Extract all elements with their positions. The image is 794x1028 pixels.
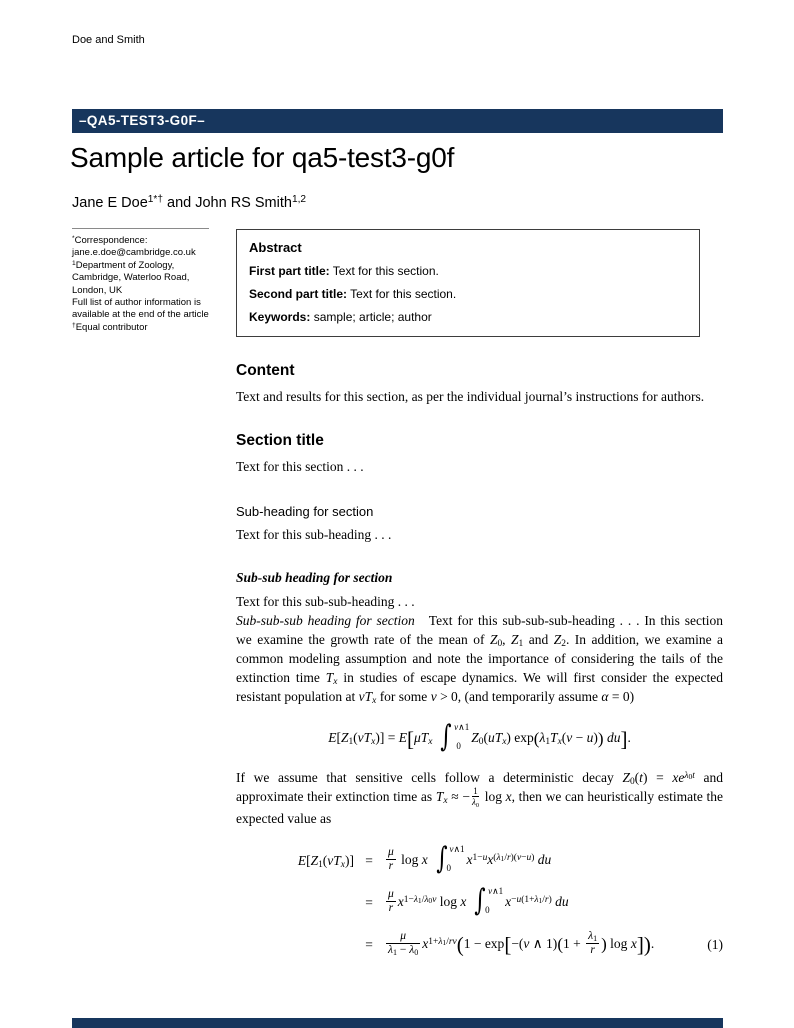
content-heading: Content [236, 362, 295, 379]
equation-line [236, 882, 723, 920]
authors-line: Jane E Doe$^{1*\dagger}$ and John RS Smith$^{1,2}$ [72, 194, 307, 211]
equation-rhs: $\frac{\mu}{r}$ log x ∫ v∧1 0 $x^{1-u}x^{(\lambda_1/r)(v-u)}$ du [388, 840, 552, 876]
abstract-item-text: Text for this section. [332, 264, 439, 278]
abstract-item-label: Second part title: [249, 287, 348, 301]
abstract-item-first-part [249, 264, 687, 279]
correspondence-label: *Correspondence: [72, 235, 148, 246]
correspondence-email: jane.e.doe@cambridge.co.uk [72, 247, 196, 259]
equation-relation: = [365, 894, 373, 910]
affiliation-line-1: $^1$Department of Zoology, [72, 259, 175, 271]
sub-paragraph: Text for this sub-heading . . . [236, 527, 392, 542]
subsubsub-runin-heading: Sub-sub-sub heading for section [236, 613, 415, 628]
equal-contributor-note: †Equal contributor [72, 321, 148, 333]
estimate-paragraph: If we assume that sensitive cells follow a deterministic decay $Z_0(t) = xe^{\lambda_0t}$ and approximate their extinction time as $T_x$ ≈ − $\frac{1}{\lambda_0}$ log x, then we can heuristically estimate the expected value as [236, 770, 723, 826]
affiliation-line-2: Cambridge, Waterloo Road, [72, 272, 190, 284]
abstract-box [236, 229, 700, 337]
article-body [236, 362, 723, 970]
section-paragraph: Text for this section . . . [236, 459, 364, 474]
equation-array [236, 840, 723, 962]
equation-relation: = [365, 936, 373, 952]
abstract-item-label: First part title: [249, 264, 330, 278]
sub-heading: Sub-heading for section [236, 504, 374, 519]
abstract-item-keywords [249, 310, 687, 325]
article-title: Sample article for qa5-test3-g0f [70, 142, 455, 173]
abstract-heading: Abstract [249, 240, 302, 255]
equation-line [236, 928, 723, 962]
equation-line [236, 840, 723, 878]
footer-bar [72, 1018, 723, 1028]
subsub-heading: Sub-sub heading for section [236, 570, 393, 585]
content-paragraph: Text and results for this section, as per the individual journal’s instructions for authors. [236, 389, 705, 404]
runin-paragraph-text: Text for this sub-sub-sub-heading . . . In this section we examine the growth rate of the mean of $Z_0$, $Z_1$ and $Z_2$. In addition, we examine a common modeling assumption and note the importance of considering the tails of the extinction time $T_x$ in studies of escape dynamics. We will first consider the expected resistant population at $vT_x$ for some v > 0, (and temporarily assume α = 0) [236, 613, 724, 707]
abstract-item-text: Text for this section. [350, 287, 457, 301]
display-equation: $E[Z_1(vT_x)] = E[\mu T_x$ ∫ v∧1 0 $Z_0(uT_x) \exp(\lambda_1T_x(v - u))$ du]. [328, 719, 631, 754]
equation-relation: = [365, 852, 373, 868]
author-info-sidebar [72, 228, 209, 334]
runin-paragraph [236, 611, 723, 706]
running-header: Doe and Smith [72, 34, 145, 46]
author-info-note-1: Full list of author information is [72, 297, 201, 309]
abstract-item-second-part [249, 287, 687, 302]
equation-lhs: $E[Z_1(vT_x)]$ [297, 852, 354, 870]
subsub-paragraph: Text for this sub-sub-heading . . . [236, 594, 415, 609]
equation-rhs: $\frac{\mu}{r}$ $x^{1-\lambda_1/\lambda_0v}$ log x ∫ v∧1 0 $x^{-u(1+\lambda_1/r)}$ du [388, 882, 569, 918]
abstract-item-label: Keywords: [249, 310, 311, 324]
author-info-note-2: available at the end of the article [72, 309, 209, 321]
affiliation-line-3: London, UK [72, 284, 123, 296]
abstract-item-text: sample; article; author [313, 310, 432, 324]
section-title-heading: Section title [236, 432, 324, 449]
equation-number: (1) [707, 936, 723, 952]
equation-rhs: $\frac{\mu}{\lambda_1 - \lambda_0}$ $x^{1+\lambda_1/rv}(1 - \exp[-(v$ ∧ 1)(1 + $\frac{\lambda_1}{r}$ ) log x]). [388, 930, 655, 958]
journal-banner: –QA5-TEST3-G0F– [72, 109, 723, 133]
